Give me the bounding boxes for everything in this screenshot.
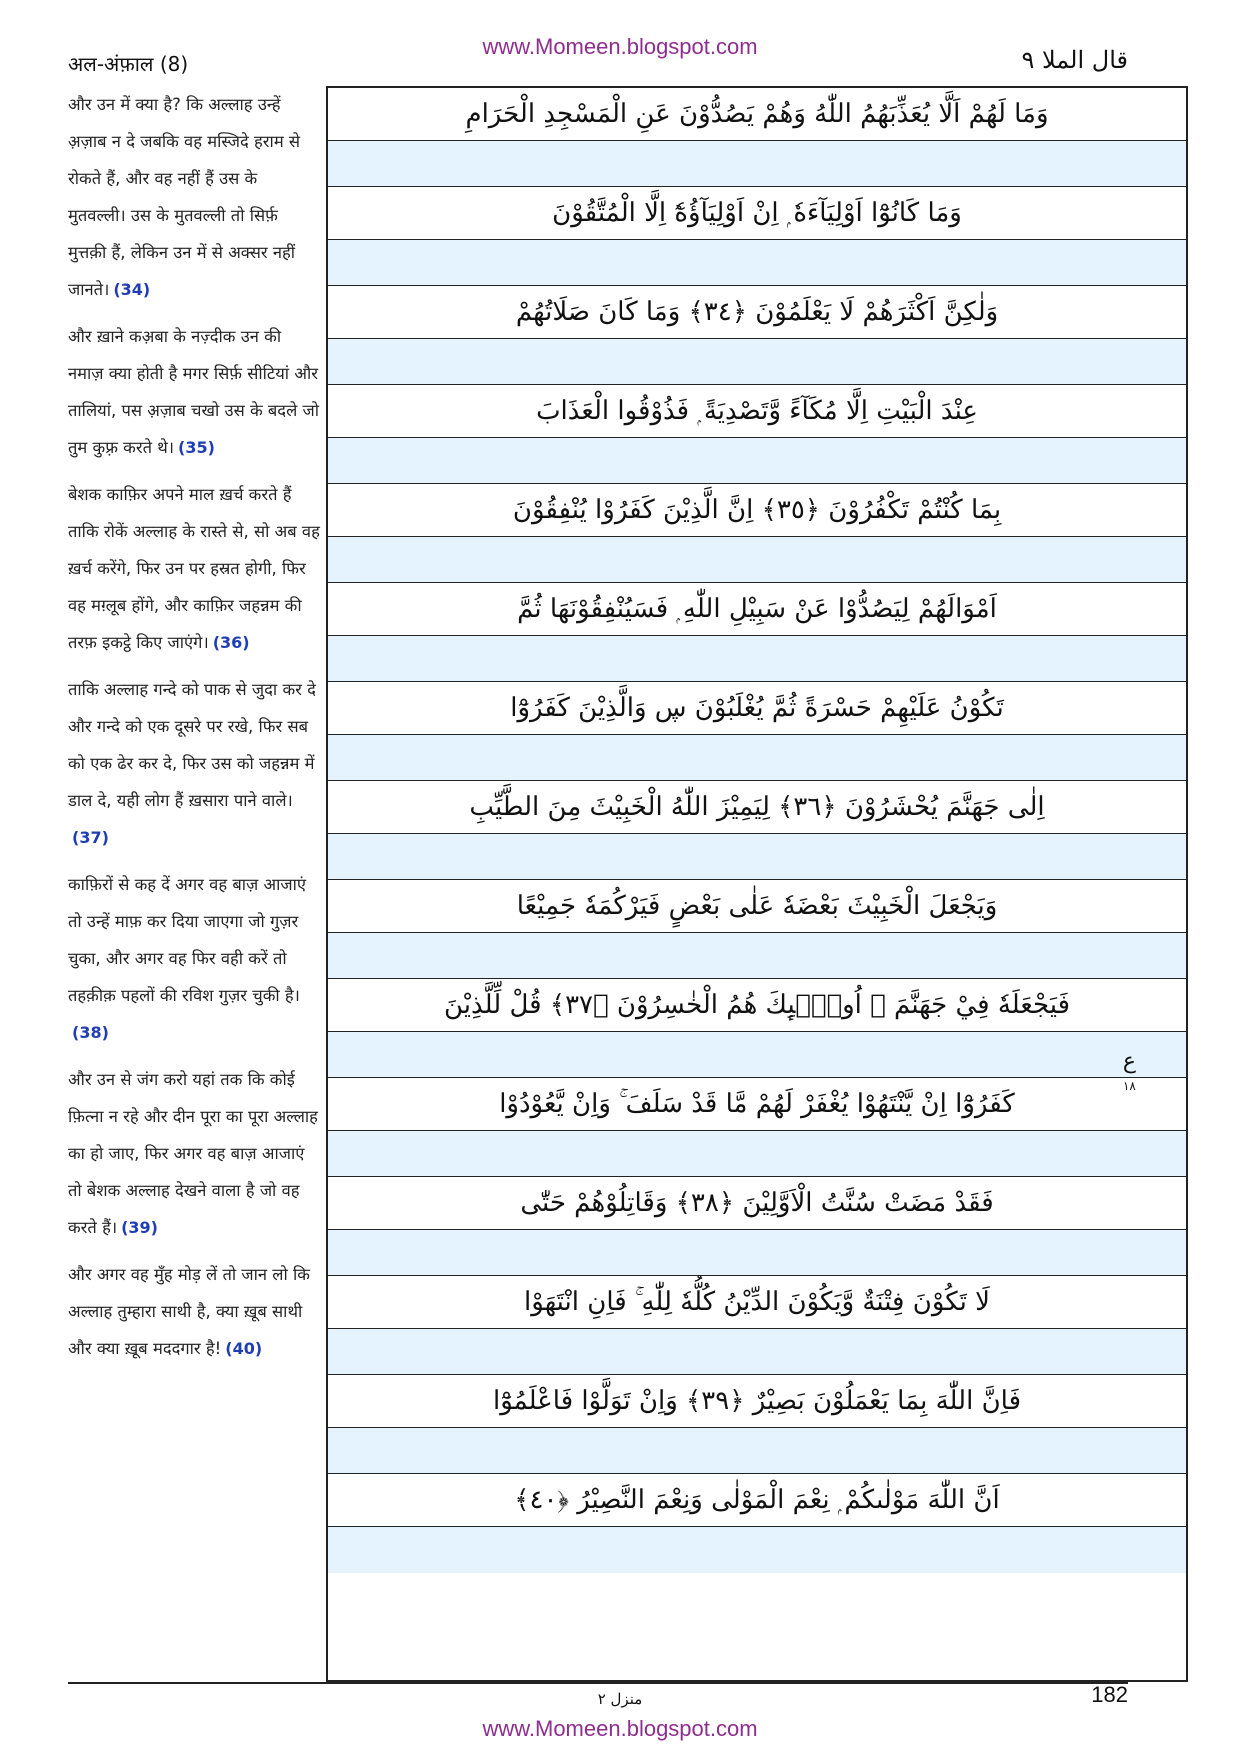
gloss-row	[328, 537, 1186, 583]
verse-number: (37)	[72, 828, 109, 847]
translation-text: और उन में क्या है? कि अल्लाह उन्हें अ़ज़ाब न दे जबकि वह मस्जिदे हराम से रोकते हैं, और वह नहीं हैं उस के मुतवल्ली। उस के मुतवल्ली तो सिर्फ़ मुत्तक़ी हैं, लेकिन उन में से अक्सर नहीं जानते।	[68, 95, 301, 299]
gloss-row	[328, 240, 1186, 286]
gloss-row	[328, 1230, 1186, 1276]
gloss-row	[328, 933, 1186, 979]
gloss-row	[328, 1329, 1186, 1375]
page-content	[68, 86, 1128, 1682]
translation-column	[68, 86, 320, 1682]
page-number: 182	[1091, 1682, 1128, 1707]
translation-text: और अगर वह मुँह मोड़ लें तो जान लो कि अल्लाह तुम्हारा साथी है, क्या ख़ूब साथी और क्या ख़ूब मददगार है!	[68, 1265, 310, 1358]
surah-title: अल-अंफ़ाल (8)	[68, 52, 189, 76]
translation-text: बेशक काफ़िर अपने माल ख़र्च करते हैं ताकि रोकें अल्लाह के रास्ते से, सो अब वह ख़र्च करेंगे, फिर उन पर हस्रत होगी, फिर वह मग़्लूब होंगे, और काफ़िर जहन्नम की तरफ़ इकट्ठे किए जाएंगे।	[68, 485, 320, 652]
translation-paragraph	[68, 1061, 320, 1246]
gloss-row	[328, 438, 1186, 484]
arabic-line: تَكُوْنُ عَلَيْهِمْ حَسْرَةً ثُمَّ يُغْلَبُوْنَ ڛ وَالَّذِيْنَ كَفَرُوْٓا	[328, 682, 1186, 735]
arabic-line: كَفَرُوْٓا اِنْ يَّنْتَهُوْا يُغْفَرْ لَهُمْ مَّا قَدْ سَلَفَ ۚ وَاِنْ يَّعُوْدُوْا	[328, 1078, 1186, 1131]
translation-text: और उन से जंग करो यहां तक कि कोई फ़ित्ना न रहे और दीन पूरा का पूरा अल्लाह का हो जाए, फिर अगर वह बाज़ आजाएं तो बेशक अल्लाह देखने वाला है जो वह करते हैं।	[68, 1070, 318, 1237]
juz-title: قال الملا ٩	[1021, 46, 1128, 74]
gloss-row	[328, 141, 1186, 187]
site-url-top[interactable]: www.Momeen.blogspot.com	[482, 34, 758, 59]
translation-text: और ख़ाने कअ़बा के नज़्दीक उन की नमाज़ क्या होती है मगर सिर्फ़ सीटियां और तालियां, पस अ़ज़ाब चखो उस के बदले जो तुम कुफ़्र करते थे।	[68, 327, 320, 457]
translation-text: ताकि अल्लाह गन्दे को पाक से जुदा कर दे और गन्दे को एक दूसरे पर रखे, फिर सब को एक ढेर कर दे, फिर उस को जहन्नम में डाल दे, यही लोग हैं ख़सारा पाने वाले।	[68, 680, 316, 810]
arabic-line: وَمَا كَانُوْٓا اَوْلِيَآءَهٗ ۭ اِنْ اَوْلِيَآؤُهٗٓ اِلَّا الْمُتَّقُوْنَ	[328, 187, 1186, 240]
gloss-row	[328, 636, 1186, 682]
translation-paragraph	[68, 318, 320, 466]
arabic-line: وَلٰكِنَّ اَكْثَرَهُمْ لَا يَعْلَمُوْنَ ﴿٣٤﴾ وَمَا كَانَ صَلَاتُهُمْ	[328, 286, 1186, 339]
arabic-line: بِمَا كُنْتُمْ تَكْفُرُوْنَ ﴿٣٥﴾ اِنَّ الَّذِيْنَ كَفَرُوْا يُنْفِقُوْنَ	[328, 484, 1186, 537]
translation-paragraph	[68, 671, 320, 856]
arabic-line: وَيَجْعَلَ الْخَبِيْثَ بَعْضَهٗ عَلٰى بَعْضٍ فَيَرْكُمَهٗ جَمِيْعًا	[328, 880, 1186, 933]
gloss-row	[328, 834, 1186, 880]
arabic-line: عِنْدَ الْبَيْتِ اِلَّا مُكَآءً وَّتَصْدِيَةً ۭ فَذُوْقُوا الْعَذَابَ	[328, 385, 1186, 438]
verse-number: (34)	[113, 280, 151, 299]
arabic-line: اَمْوَالَهُمْ لِيَصُدُّوْا عَنْ سَبِيْلِ اللّٰهِ ۭ فَسَيُنْفِقُوْنَهَا ثُمَّ	[328, 583, 1186, 636]
footer-rule	[68, 1682, 1128, 1684]
arabic-line: فَاِنَّ اللّٰهَ بِمَا يَعْمَلُوْنَ بَصِيْرٌ ﴿٣٩﴾ وَاِنْ تَوَلَّوْا فَاعْلَمُوْٓا	[328, 1375, 1186, 1428]
verse-table	[326, 86, 1188, 1682]
verse-number: (36)	[212, 633, 250, 652]
translation-text: काफ़िरों से कह दें अगर वह बाज़ आजाएं तो उन्हें माफ़ कर दिया जाएगा जो गुज़र चुका, और अगर वह फिर वही करें तो तहक़ीक़ पहलों की रविश गुज़र चुकी है।	[68, 875, 307, 1005]
gloss-row	[328, 1032, 1186, 1078]
verse-number: (40)	[225, 1339, 263, 1358]
arabic-line: فَيَجْعَلَهٗ فِيْ جَهَنَّمَ ۭ اُولٰۗىِٕكَ هُمُ الْخٰسِرُوْنَ ﴿٣٧﴾ قُلْ لِّلَّذِيْنَ	[328, 979, 1186, 1032]
arabic-line: اَنَّ اللّٰهَ مَوْلٰىكُمْ ۭ نِعْمَ الْمَوْلٰى وَنِعْمَ النَّصِيْرُ ﴿٤٠﴾	[328, 1474, 1186, 1527]
translation-paragraph	[68, 86, 320, 308]
verse-number: (39)	[121, 1218, 158, 1237]
arabic-line: فَقَدْ مَضَتْ سُنَّتُ الْاَوَّلِيْنَ ﴿٣٨﴾ وَقَاتِلُوْهُمْ حَتّٰى	[328, 1177, 1186, 1230]
manzil-label: منزل ٢	[597, 1690, 643, 1708]
gloss-row	[328, 1527, 1186, 1573]
ruku-sign: ع	[1122, 1049, 1136, 1074]
verse-number: (38)	[72, 1023, 109, 1042]
site-url-bottom[interactable]: www.Momeen.blogspot.com	[482, 1716, 758, 1741]
ruku-mark	[1123, 1050, 1136, 1098]
gloss-row	[328, 735, 1186, 781]
verse-number: (35)	[178, 438, 215, 457]
translation-paragraph	[68, 866, 320, 1051]
gloss-row	[328, 1428, 1186, 1474]
gloss-row	[328, 1131, 1186, 1177]
translation-paragraph	[68, 476, 320, 661]
arabic-line: وَمَا لَهُمْ اَلَّا يُعَذِّبَهُمُ اللّٰهُ وَهُمْ يَصُدُّوْنَ عَنِ الْمَسْجِدِ الْحَرَامِ	[328, 88, 1186, 141]
translation-paragraph	[68, 1256, 320, 1367]
arabic-line: لَا تَكُوْنَ فِتْنَةٌ وَّيَكُوْنَ الدِّيْنُ كُلُّهٗ لِلّٰهِ ۚ فَاِنِ انْتَهَوْا	[328, 1276, 1186, 1329]
gloss-row	[328, 339, 1186, 385]
ruku-number: ١٨	[1122, 1079, 1136, 1093]
arabic-line: اِلٰى جَهَنَّمَ يُحْشَرُوْنَ ﴿٣٦﴾ لِيَمِيْزَ اللّٰهُ الْخَبِيْثَ مِنَ الطَّيِّبِ	[328, 781, 1186, 834]
